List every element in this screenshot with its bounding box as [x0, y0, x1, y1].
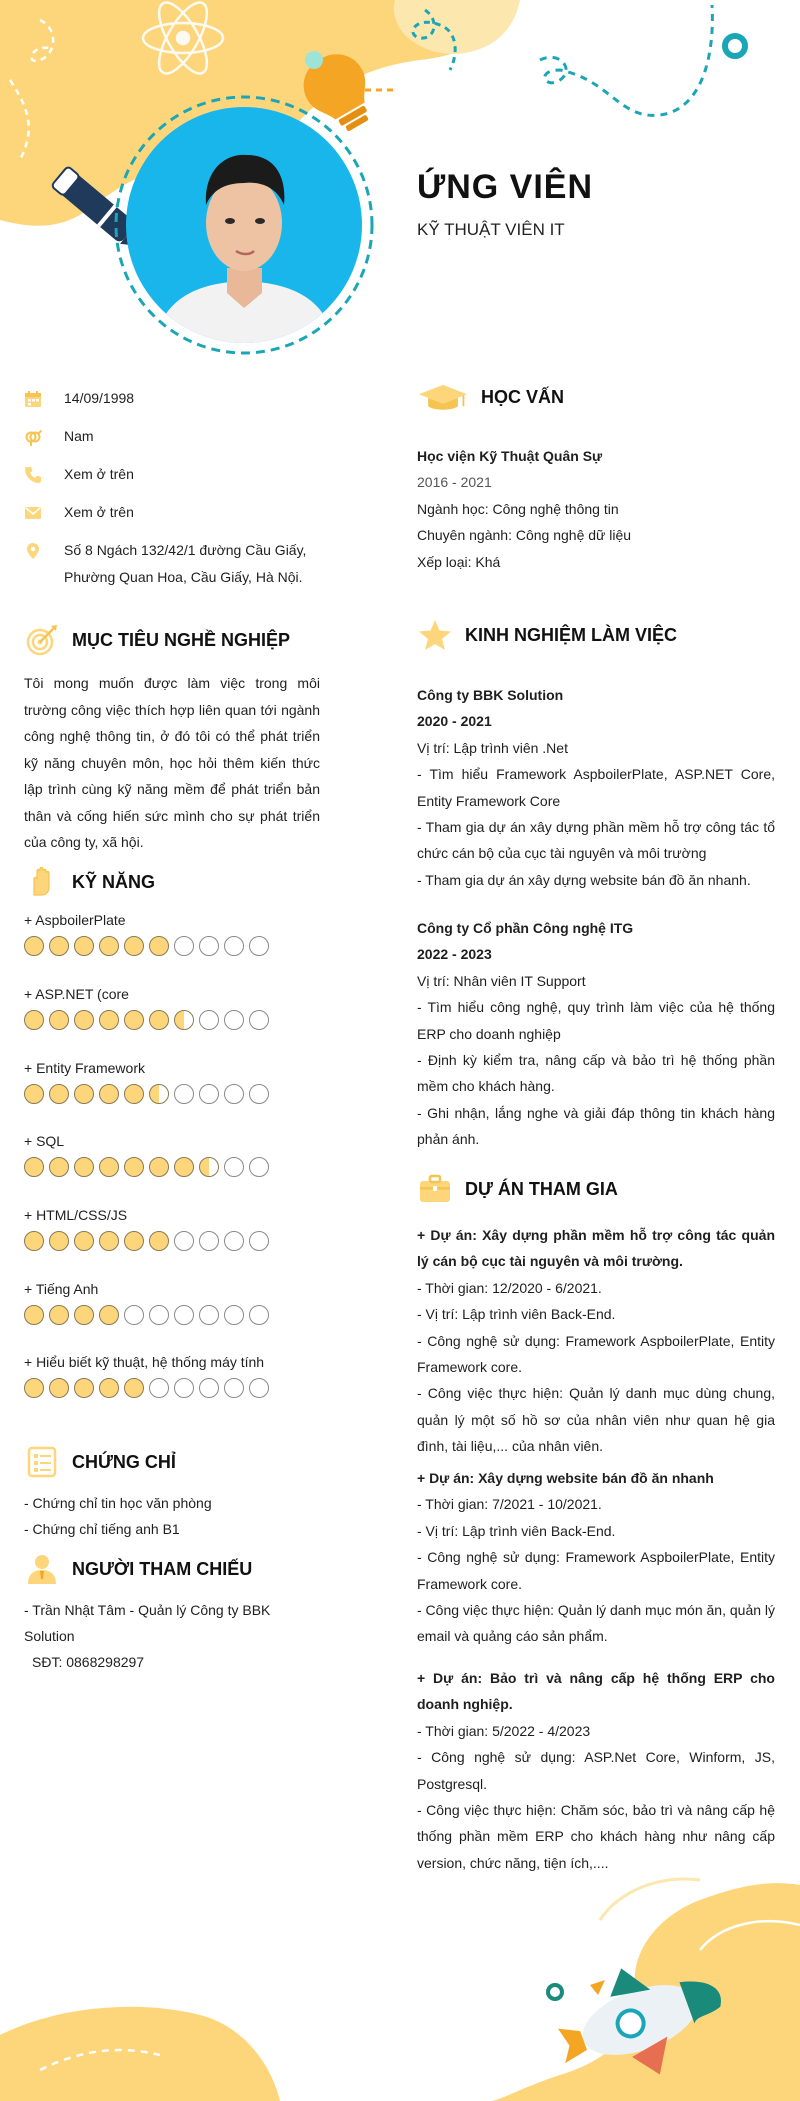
job-period: 2020 - 2021	[417, 713, 492, 730]
skill-dot	[174, 1010, 194, 1030]
skill-dot	[174, 936, 194, 956]
skill-dot	[124, 1231, 144, 1251]
skill-dot	[224, 1084, 244, 1104]
job-position: Vị trí: Nhân viên IT Support	[417, 972, 586, 989]
skills-title	[22, 865, 155, 899]
skill-row	[24, 1352, 324, 1398]
education-title-text: HỌC VẤN	[481, 386, 565, 407]
objective-text: Tôi mong muốn được làm việc trong môi trường công việc thích hợp liên quan tới ngành công nghệ thông tin, ở đó tôi có thể phát triển kỹ năng chuyên môn, học hỏi thêm kiến thức lập trình cùng kỹ năng mềm để phát triển bản thân và cống hiến sức mình cho sự phát triển của công ty, xã hội.	[24, 675, 320, 850]
skill-dot	[249, 1084, 269, 1104]
skill-rating	[24, 1378, 324, 1398]
school-major: Ngành học: Công nghệ thông tin	[417, 500, 619, 517]
skill-dot	[249, 1010, 269, 1030]
skill-name: + AspboilerPlate	[24, 912, 126, 928]
skill-rating	[24, 936, 324, 956]
target-icon	[22, 623, 62, 657]
skill-row	[24, 910, 324, 956]
school-grade: Xếp loại: Khá	[417, 553, 501, 570]
certificate-item: - Chứng chỉ tiếng anh B1	[24, 1521, 180, 1537]
certificates-title-text: CHỨNG CHỈ	[72, 1451, 176, 1472]
skill-dot	[224, 1378, 244, 1398]
skill-dot	[24, 1231, 44, 1251]
skill-dot	[49, 1084, 69, 1104]
project-work: - Công việc thực hiện: Quản lý danh mục dùng chung, quản lý một số hồ sơ của nhân viên như quan hệ gia đình, tài liệu,... của nhân viên.	[417, 1385, 775, 1455]
skill-dot	[74, 1231, 94, 1251]
reference-person: - Trần Nhật Tâm - Quản lý Công ty BBK Solution	[24, 1602, 271, 1644]
school-years: 2016 - 2021	[417, 474, 492, 491]
skill-dot	[49, 936, 69, 956]
skill-row	[24, 1279, 324, 1325]
skill-name: + Entity Framework	[24, 1060, 145, 1076]
reference-phone: SĐT: 0868298297	[32, 1654, 145, 1670]
skill-dot	[99, 1010, 119, 1030]
job-company: Công ty Cổ phần Công nghệ ITG	[417, 920, 634, 936]
projects-title	[415, 1172, 618, 1206]
projects-title-text: DỰ ÁN THAM GIA	[465, 1178, 618, 1199]
skill-dot	[199, 936, 219, 956]
skill-dot	[124, 1378, 144, 1398]
school-name: Học viện Kỹ Thuật Quân Sự	[417, 448, 603, 464]
certificate-item: - Chứng chỉ tin học văn phòng	[24, 1495, 212, 1511]
skill-dot	[174, 1231, 194, 1251]
project-1	[417, 1222, 775, 1460]
address-value: Số 8 Ngách 132/42/1 đường Cầu Giấy, Phường Quan Hoa, Cầu Giấy, Hà Nội.	[64, 542, 307, 585]
certificates-list	[24, 1490, 324, 1542]
project-2	[417, 1465, 775, 1650]
skill-dot	[199, 1231, 219, 1251]
job-position: Vị trí: Lập trình viên .Net	[417, 739, 568, 756]
calendar-icon	[24, 385, 54, 412]
job-task: - Tìm hiểu công nghệ, quy trình làm việc của hệ thống ERP cho doanh nghiệp	[417, 999, 775, 1042]
skill-rating	[24, 1010, 324, 1030]
skill-rating	[24, 1231, 324, 1251]
project-role: - Công nghệ sử dụng: ASP.Net Core, Winform, JS, Postgresql.	[417, 1749, 775, 1792]
skill-dot	[149, 1305, 169, 1325]
skill-dot	[224, 1010, 244, 1030]
skill-dot	[174, 1305, 194, 1325]
skill-name: + Tiếng Anh	[24, 1281, 99, 1297]
experience-job-1	[417, 682, 775, 893]
project-time: - Thời gian: 7/2021 - 10/2021.	[417, 1496, 602, 1513]
skill-dot	[174, 1378, 194, 1398]
skill-dot	[124, 936, 144, 956]
skill-dot	[24, 1378, 44, 1398]
skill-dot	[124, 1305, 144, 1325]
skill-dot	[49, 1378, 69, 1398]
job-company: Công ty BBK Solution	[417, 687, 564, 703]
skill-dot	[224, 1305, 244, 1325]
skill-dot	[124, 1010, 144, 1030]
star-icon	[415, 618, 455, 652]
skill-dot	[174, 1084, 194, 1104]
skill-rating	[24, 1084, 324, 1104]
skill-dot	[24, 1305, 44, 1325]
briefcase-icon	[415, 1172, 455, 1206]
skill-dot	[74, 1305, 94, 1325]
job-period: 2022 - 2023	[417, 946, 492, 963]
job-task: - Tìm hiểu Framework AspboilerPlate, ASP.NET Core, Entity Framework Core	[417, 766, 775, 809]
skill-dot	[199, 1010, 219, 1030]
skill-dot	[24, 1157, 44, 1177]
hand-icon	[22, 865, 62, 899]
skill-dot	[24, 936, 44, 956]
references-text	[24, 1597, 324, 1675]
skill-dot	[49, 1010, 69, 1030]
job-task: - Tham gia dự án xây dựng phần mềm hỗ trợ công tác tổ chức cán bộ của cục tài nguyên và môi trường	[417, 819, 775, 862]
info-phone	[24, 461, 334, 488]
skill-rating	[24, 1305, 324, 1325]
project-role: - Vị trí: Lập trình viên Back-End.	[417, 1522, 616, 1539]
project-time: - Thời gian: 5/2022 - 4/2023	[417, 1722, 591, 1739]
project-name: + Dự án: Xây dựng website bán đồ ăn nhanh	[417, 1470, 714, 1486]
job-task: - Định kỳ kiểm tra, nâng cấp và bảo trì hệ thống phần mềm cho khách hàng.	[417, 1052, 775, 1095]
skill-dot	[224, 1231, 244, 1251]
project-tech: - Công nghệ sử dụng: Framework AspboilerPlate, Entity Framework core.	[417, 1549, 775, 1592]
skill-dot	[74, 1157, 94, 1177]
birthday-value: 14/09/1998	[64, 390, 135, 406]
school-specialty: Chuyên ngành: Công nghệ dữ liệu	[417, 527, 632, 544]
skill-dot	[99, 1231, 119, 1251]
gender-value: Nam	[64, 428, 94, 444]
skill-dot	[149, 1157, 169, 1177]
objective-title-text: MỤC TIÊU NGHỀ NGHIỆP	[72, 629, 291, 650]
certificate-list-icon	[22, 1445, 62, 1479]
skill-dot	[174, 1157, 194, 1177]
objective-title	[22, 623, 290, 657]
job-task: - Ghi nhận, lắng nghe và giải đáp thông tin khách hàng phản ánh.	[417, 1104, 775, 1148]
skill-dot	[49, 1157, 69, 1177]
skill-row	[24, 1058, 324, 1104]
skill-dot	[249, 1305, 269, 1325]
skill-rating	[24, 1157, 324, 1177]
skill-dot	[149, 1231, 169, 1251]
project-time: - Thời gian: 12/2020 - 6/2021.	[417, 1279, 602, 1296]
email-value: Xem ở trên	[64, 504, 134, 520]
job-task: - Tham gia dự án xây dựng website bán đồ ăn nhanh.	[417, 871, 751, 888]
skill-dot	[149, 1378, 169, 1398]
references-title-text: NGƯỜI THAM CHIẾU	[72, 1558, 253, 1579]
skill-name: + ASP.NET (core	[24, 986, 129, 1002]
location-pin-icon	[24, 537, 54, 564]
project-3	[417, 1665, 775, 1876]
experience-job-2	[417, 915, 775, 1153]
phone-value: Xem ở trên	[64, 466, 134, 482]
skill-dot	[224, 1157, 244, 1177]
avatar	[112, 93, 376, 357]
skill-dot	[24, 1010, 44, 1030]
skill-name: + HTML/CSS/JS	[24, 1207, 128, 1223]
skill-row	[24, 984, 324, 1030]
education-details	[417, 443, 775, 575]
person-icon	[22, 1552, 62, 1586]
skill-dot	[99, 1084, 119, 1104]
project-tech: - Công việc thực hiện: Chăm sóc, bảo trì và nâng cấp hệ thống phần mềm ERP cho khách hàng như nâng cấp version, chức năng, tiện ích,....	[417, 1802, 775, 1871]
info-gender	[24, 423, 334, 450]
project-name: + Dự án: Bảo trì và nâng cấp hệ thống ERP cho doanh nghiệp.	[417, 1670, 775, 1713]
skill-dot	[199, 1305, 219, 1325]
skill-row	[24, 1131, 324, 1177]
skill-dot	[149, 936, 169, 956]
skill-dot	[99, 936, 119, 956]
info-address	[24, 537, 334, 591]
skill-dot	[224, 936, 244, 956]
skill-dot	[149, 1010, 169, 1030]
skill-row	[24, 1205, 324, 1251]
skill-dot	[249, 1378, 269, 1398]
skill-dot	[249, 1231, 269, 1251]
graduation-cap-icon	[415, 380, 471, 414]
project-role: - Vị trí: Lập trình viên Back-End.	[417, 1306, 616, 1323]
skill-name: + SQL	[24, 1133, 65, 1149]
skill-dot	[24, 1084, 44, 1104]
skill-dot	[249, 936, 269, 956]
experience-title-text: KINH NGHIỆM LÀM VIỆC	[465, 624, 678, 645]
experience-title	[415, 618, 677, 652]
candidate-role: KỸ THUẬT VIÊN IT	[417, 220, 565, 239]
skill-dot	[124, 1157, 144, 1177]
info-email	[24, 499, 334, 526]
project-tech: - Công nghệ sử dụng: Framework AspboilerPlate, Entity Framework core.	[417, 1332, 775, 1376]
skills-title-text: KỸ NĂNG	[72, 871, 156, 892]
skill-dot	[49, 1305, 69, 1325]
skill-dot	[99, 1305, 119, 1325]
skill-dot	[49, 1231, 69, 1251]
references-title	[22, 1552, 252, 1586]
skill-dot	[99, 1157, 119, 1177]
info-birthday	[24, 385, 334, 412]
project-work: - Công việc thực hiện: Quản lý danh mục món ăn, quản lý email và quảng cáo sản phẩm.	[417, 1602, 776, 1645]
certificates-title	[22, 1445, 176, 1479]
skill-dot	[99, 1378, 119, 1398]
gender-icon	[24, 423, 54, 450]
skill-dot	[74, 936, 94, 956]
skill-dot	[199, 1157, 219, 1177]
skill-dot	[124, 1084, 144, 1104]
email-icon	[24, 499, 54, 526]
candidate-name: ỨNG VIÊN	[417, 168, 594, 206]
skill-dot	[74, 1010, 94, 1030]
skill-dot	[199, 1084, 219, 1104]
skill-name: + Hiểu biết kỹ thuật, hệ thống máy tính	[24, 1354, 265, 1370]
phone-icon	[24, 461, 54, 488]
skill-dot	[74, 1084, 94, 1104]
project-name: + Dự án: Xây dựng phần mềm hỗ trợ công tác quản lý cán bộ cục tài nguyên và môi trường.	[417, 1227, 775, 1270]
education-title	[415, 380, 564, 414]
skill-dot	[74, 1378, 94, 1398]
skill-dot	[149, 1084, 169, 1104]
skill-dot	[249, 1157, 269, 1177]
skill-dot	[199, 1378, 219, 1398]
